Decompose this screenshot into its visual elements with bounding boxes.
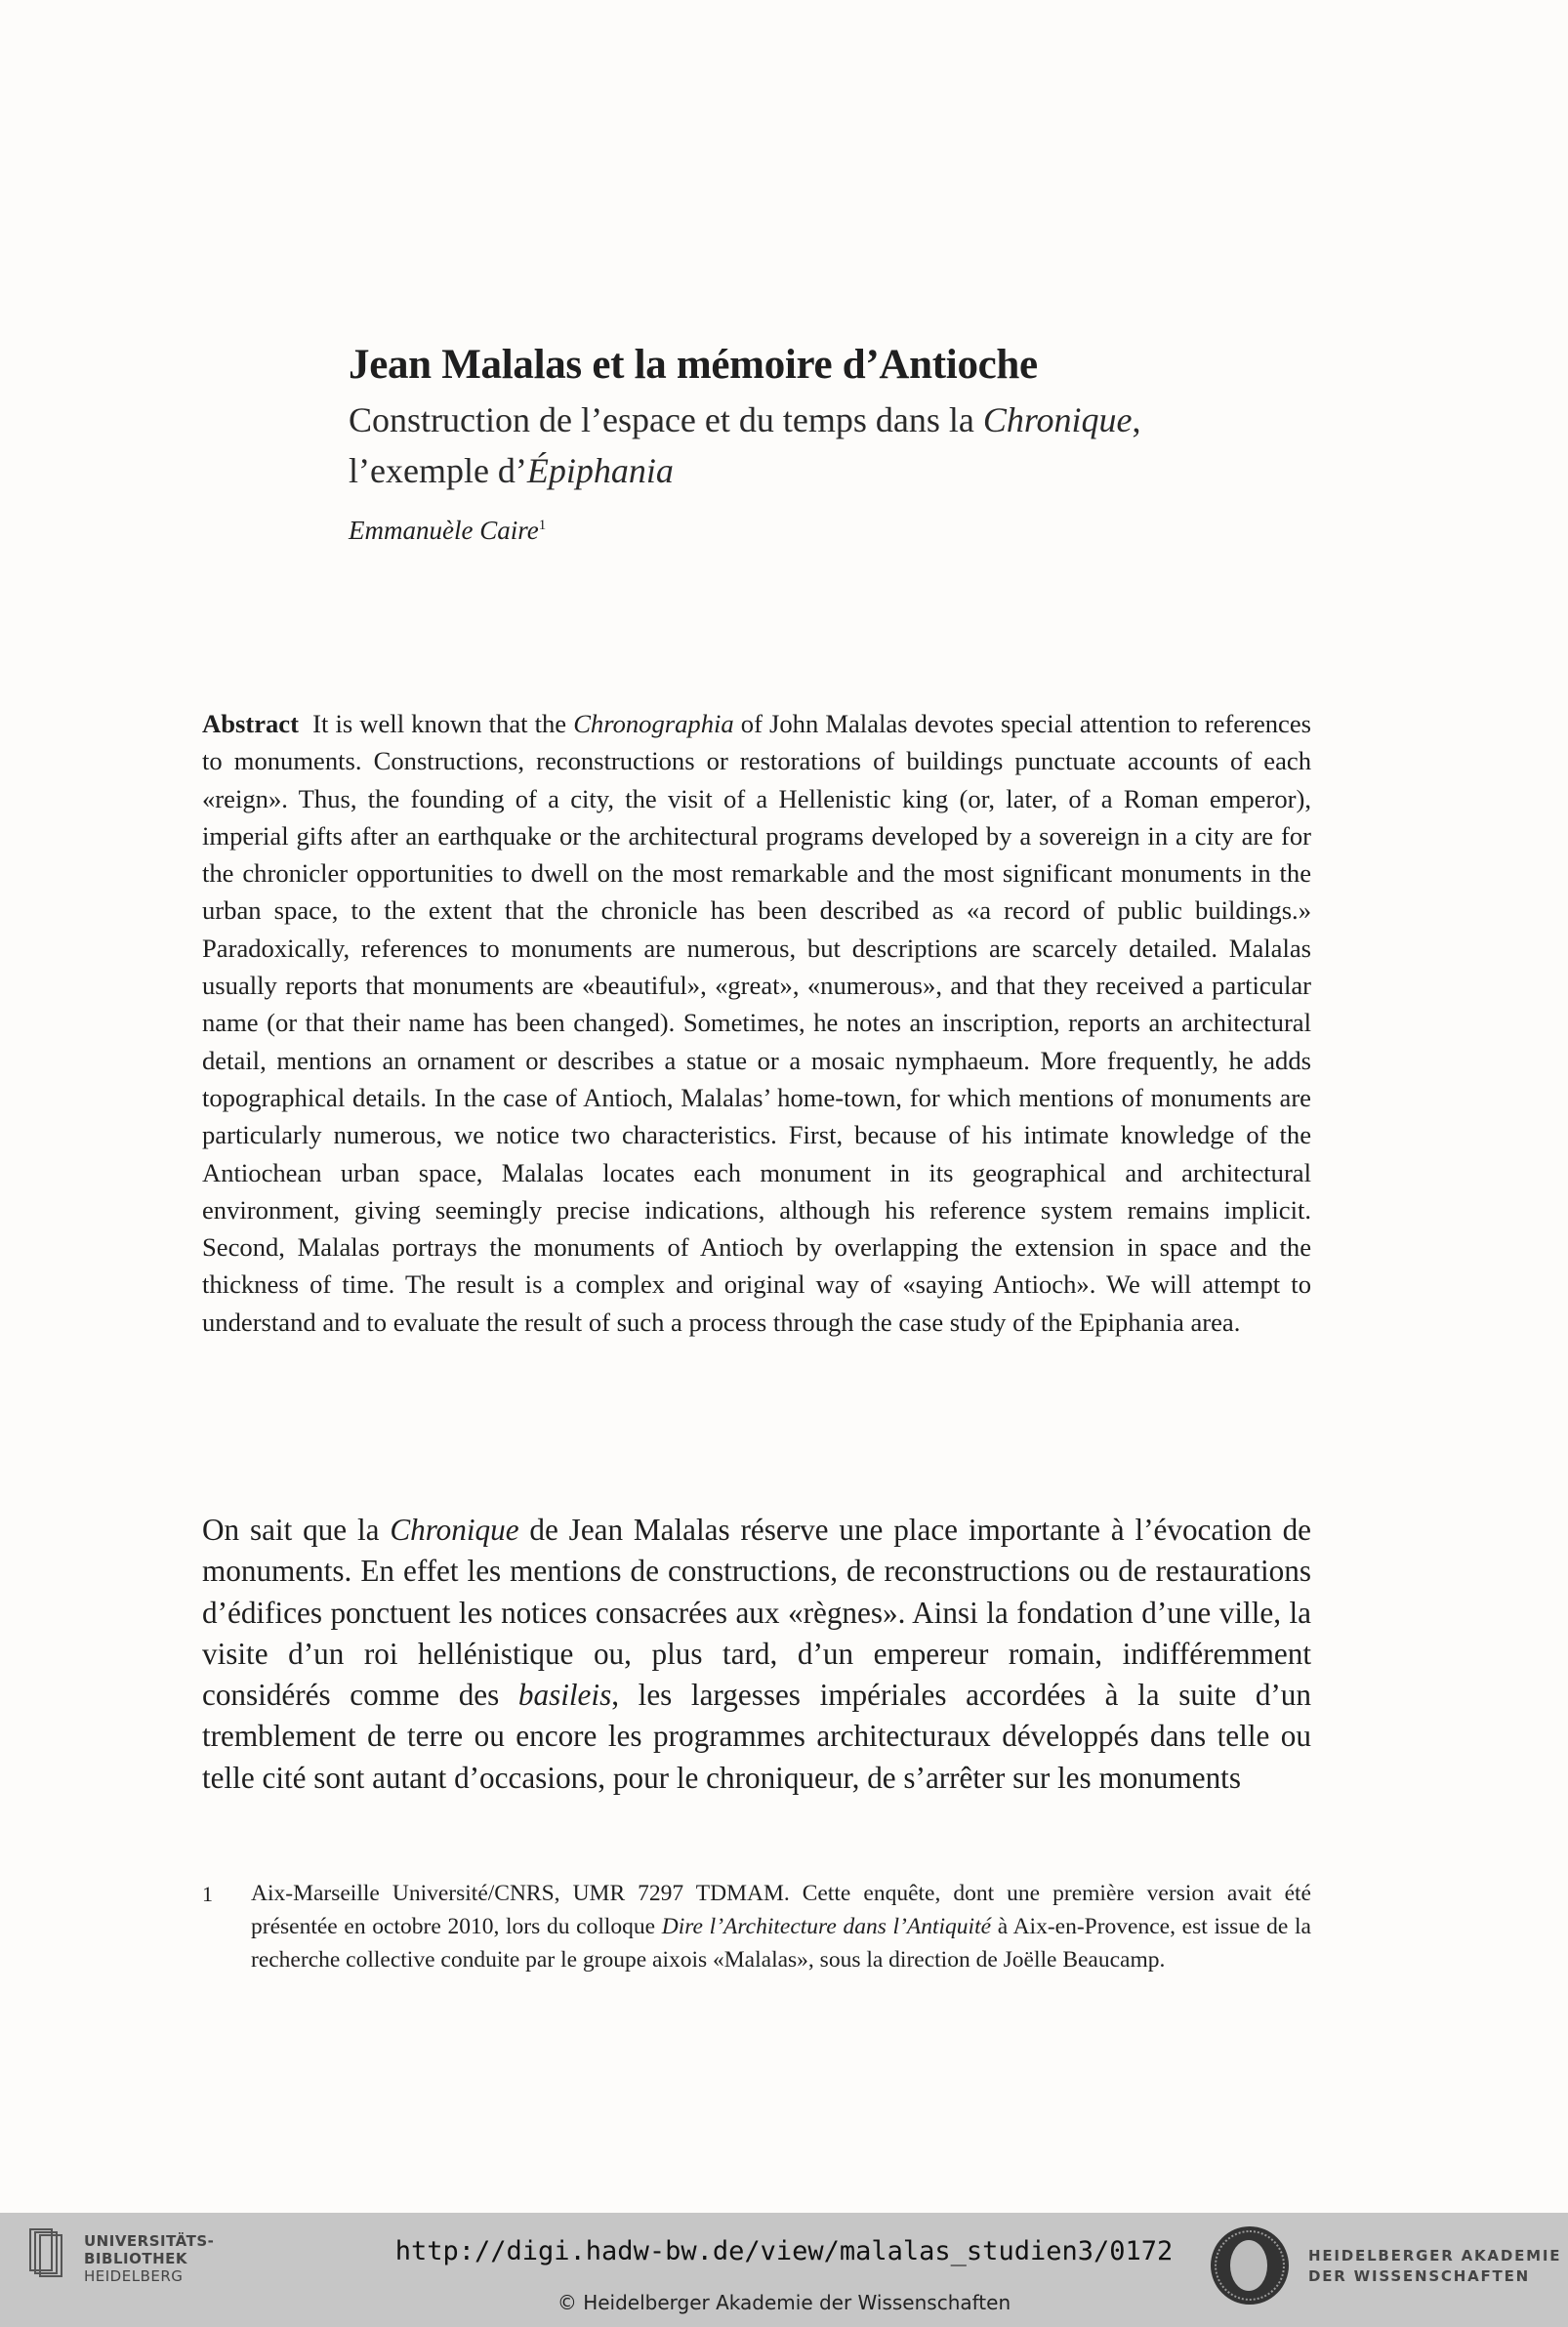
library-logo-line1: UNIVERSITÄTS- bbox=[84, 2232, 215, 2250]
abstract-label: Abstract bbox=[202, 709, 299, 738]
library-logo-line3: HEIDELBERG bbox=[84, 2267, 184, 2285]
academy-logo-line1: HEIDELBERGER AKADEMIE bbox=[1308, 2247, 1562, 2265]
footnote-number: 1 bbox=[202, 1882, 213, 1906]
subtitle-line2-italic: Épiphania bbox=[526, 451, 674, 490]
author-name bbox=[349, 516, 546, 546]
subtitle-line2: l’exemple d’ bbox=[349, 451, 527, 490]
body-italic-chronique: Chronique bbox=[390, 1513, 519, 1547]
article-subtitle bbox=[349, 395, 1325, 496]
abstract bbox=[202, 705, 1311, 1341]
footer-bar bbox=[0, 2213, 1568, 2327]
footnote bbox=[202, 1878, 1311, 1976]
academy-logo-line2: DER WISSENSCHAFTEN bbox=[1308, 2267, 1530, 2285]
footnote-text-b: à Aix-en-Provence, est issue de la recherche collective conduite par le groupe aixois «Malalas», sous la direction de Joëlle Beaucamp. bbox=[251, 1913, 1311, 1973]
copyright-notice: © Heidelberger Akademie der Wissenschaften bbox=[557, 2291, 1011, 2314]
academy-logo-text bbox=[1308, 2246, 1561, 2287]
article-title: Jean Malalas et la mémoire d’Antioche bbox=[349, 342, 1038, 388]
academy-seal-icon bbox=[1211, 2226, 1289, 2305]
subtitle-line1: Construction de l’espace et du temps dans la bbox=[349, 400, 983, 439]
body-italic-basileis: basileis bbox=[517, 1678, 612, 1713]
permalink-url[interactable]: http://digi.hadw-bw.de/view/malalas_studien3/0172 bbox=[394, 2236, 1174, 2266]
subtitle-line1-italic: Chronique bbox=[982, 400, 1133, 439]
body-text-b: de Jean Malalas réserve une place importante à l’évocation de monuments. En effet les mentions de constructions, de reconstructions ou de restaurations d’édifices ponctuent les notices consacrées aux «règnes». Ainsi la fondation d’une ville, la visite d’un roi hellénistique ou, plus tard, d’un empereur romain, indifféremment considérés comme des bbox=[202, 1513, 1312, 1713]
author-footnote-ref[interactable]: 1 bbox=[538, 518, 547, 533]
body-paragraph bbox=[202, 1510, 1311, 1799]
footnote-text-a: Aix-Marseille Université/CNRS, UMR 7297 TDMAM. Cette enquête, dont une première version avait été présentée en octobre 2010, lors du colloque bbox=[251, 1881, 1311, 1939]
abstract-text: of John Malalas devotes special attention to references to monuments. Constructions, reconstructions or restorations of buildings punctuate accounts of each «reign». Thus, the founding of a city, the visit of a Hellenistic king (or, later, of a Roman emperor), imperial gifts after an earthquake or the architectural programs developed by a sovereign in a city are for the chronicler opportunities to dwell on the most remarkable and the most significant monuments in the urban space, to the extent that the chronicle has been described as «a record of public buildings.» Paradoxically, references to monuments are numerous, but descriptions are scarcely detailed. Malalas usually reports that monuments are «beautiful», «great», «numerous», and that they received a particular name (or that their name has been changed). Sometimes, he notes an inscription, reports an architectural detail, mentions an ornament or describes a statue or a mosaic nymphaeum. More frequently, he adds topographical details. In the case of Antioch, Malalas’ home-town, for which mentions of monuments are particularly numerous, we notice two characteristics. First, because of his intimate knowledge of the Antiochean urban space, Malalas locates each monument in its geographical and architectural environment, giving seemingly precise indications, although his reference system remains implicit. Second, Malalas portrays the monuments of Antioch by overlapping the extension in space and the thickness of time. The result is a complex and original way of «saying Antioch». We will attempt to understand and to evaluate the result of such a process through the case study of the Epiphania area. bbox=[202, 709, 1311, 1337]
footnote-text bbox=[251, 1878, 1311, 1976]
subtitle-line1-end: , bbox=[1132, 400, 1141, 439]
body-text-a: On sait que la bbox=[202, 1513, 391, 1547]
body-text-c: , les largesses impériales accordées à la suite d’un tremblement de terre ou encore les programmes architecturaux développés dans telle ou telle cité sont autant d’occasions, pour le chroniqueur, de s’arrêter sur les monuments bbox=[202, 1678, 1311, 1795]
abstract-intro: It is well known that the bbox=[312, 709, 574, 738]
library-logo-line2: BIBLIOTHEK bbox=[84, 2250, 187, 2267]
author-text: Emmanuèle Caire bbox=[349, 516, 539, 545]
abstract-italic-term: Chronographia bbox=[573, 709, 734, 738]
footnote-italic-title: Dire l’Architecture dans l’Antiquité bbox=[661, 1913, 992, 1939]
